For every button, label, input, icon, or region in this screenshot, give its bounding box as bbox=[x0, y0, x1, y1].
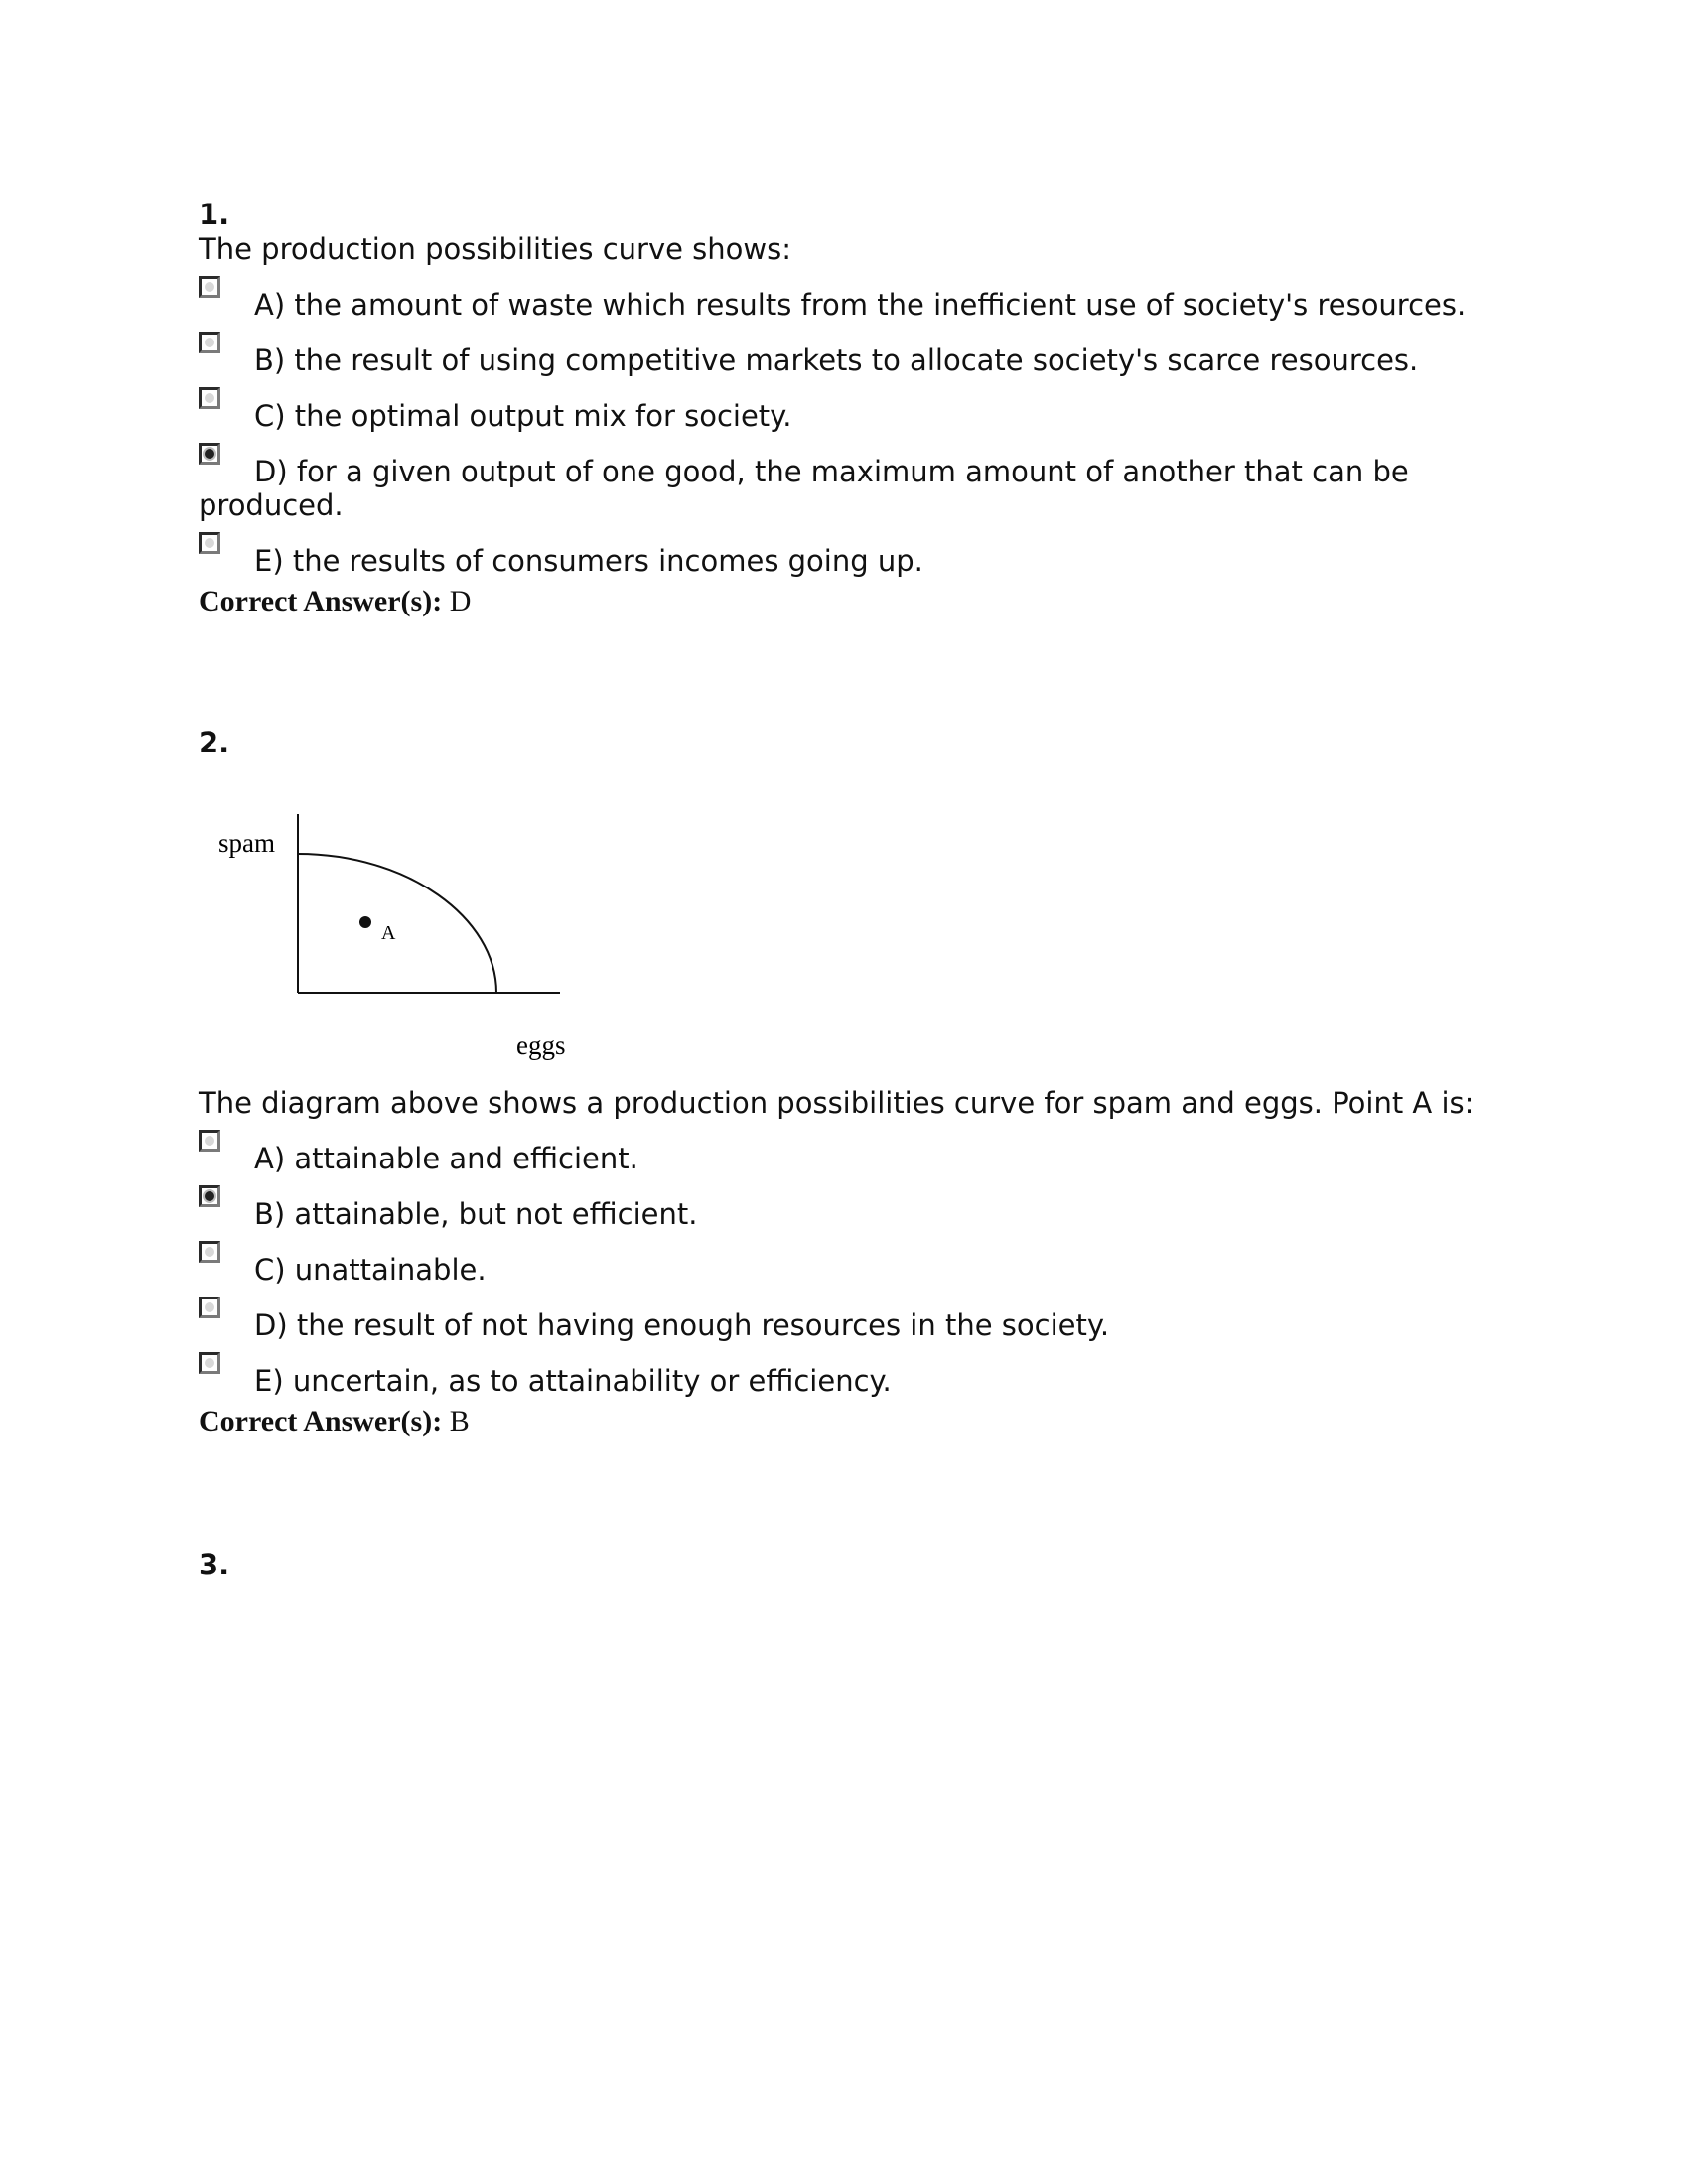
option-c[interactable] bbox=[199, 1253, 1489, 1287]
ppc-diagram-svg bbox=[199, 768, 596, 1076]
radio-icon[interactable] bbox=[199, 1130, 220, 1152]
question-number: 2. bbox=[199, 726, 230, 759]
question-text: The production possibilities curve shows: bbox=[199, 232, 791, 266]
correct-answer-label: Correct Answer(s): bbox=[199, 585, 443, 617]
correct-answer bbox=[199, 584, 1489, 619]
option-label: A) attainable and efficient. bbox=[254, 1142, 638, 1175]
option-label: C) unattainable. bbox=[254, 1253, 487, 1287]
radio-icon[interactable] bbox=[199, 1297, 220, 1318]
radio-icon[interactable] bbox=[199, 532, 220, 554]
option-label: D) the result of not having enough resources in the society. bbox=[254, 1308, 1110, 1342]
correct-answer-value: D bbox=[449, 585, 472, 617]
question-3 bbox=[199, 1547, 1489, 1582]
option-label: A) the amount of waste which results from the inefficient use of society's resources. bbox=[254, 288, 1467, 322]
option-e[interactable] bbox=[199, 544, 1489, 578]
option-b[interactable] bbox=[199, 343, 1489, 377]
question-number: 3. bbox=[199, 1548, 230, 1581]
radio-icon[interactable] bbox=[199, 276, 220, 298]
option-label: D) for a given output of one good, the maximum amount of another that can be produced. bbox=[199, 455, 1409, 522]
correct-answer bbox=[199, 1404, 1489, 1439]
option-label: B) attainable, but not efficient. bbox=[254, 1197, 698, 1231]
option-d[interactable] bbox=[199, 455, 1489, 522]
ppc-diagram bbox=[199, 768, 596, 1076]
option-label: B) the result of using competitive markets to allocate society's scarce resources. bbox=[254, 343, 1419, 377]
correct-answer-value: B bbox=[449, 1405, 470, 1437]
option-d[interactable] bbox=[199, 1308, 1489, 1342]
option-a[interactable] bbox=[199, 1142, 1489, 1175]
ppc-curve bbox=[298, 854, 496, 993]
y-axis-label: spam bbox=[218, 828, 275, 858]
option-label: E) uncertain, as to attainability or efficiency. bbox=[254, 1364, 892, 1398]
question-2 bbox=[199, 725, 1489, 1439]
radio-checked-icon[interactable] bbox=[199, 1185, 220, 1207]
option-e[interactable] bbox=[199, 1364, 1489, 1398]
radio-icon[interactable] bbox=[199, 332, 220, 353]
radio-icon[interactable] bbox=[199, 387, 220, 409]
question-1 bbox=[199, 197, 1489, 619]
option-label: E) the results of consumers incomes going up. bbox=[254, 544, 923, 578]
point-a-marker bbox=[359, 916, 371, 928]
question-text: The diagram above shows a production possibilities curve for spam and eggs. Point A is: bbox=[199, 1086, 1475, 1120]
question-number: 1. bbox=[199, 198, 230, 231]
option-c[interactable] bbox=[199, 399, 1489, 433]
option-a[interactable] bbox=[199, 288, 1489, 322]
option-label: C) the optimal output mix for society. bbox=[254, 399, 792, 433]
x-axis-label: eggs bbox=[516, 1030, 566, 1060]
correct-answer-label: Correct Answer(s): bbox=[199, 1405, 443, 1437]
radio-icon[interactable] bbox=[199, 1352, 220, 1374]
radio-icon[interactable] bbox=[199, 1241, 220, 1263]
point-a-label: A bbox=[381, 922, 396, 944]
radio-checked-icon[interactable] bbox=[199, 443, 220, 465]
option-b[interactable] bbox=[199, 1197, 1489, 1231]
